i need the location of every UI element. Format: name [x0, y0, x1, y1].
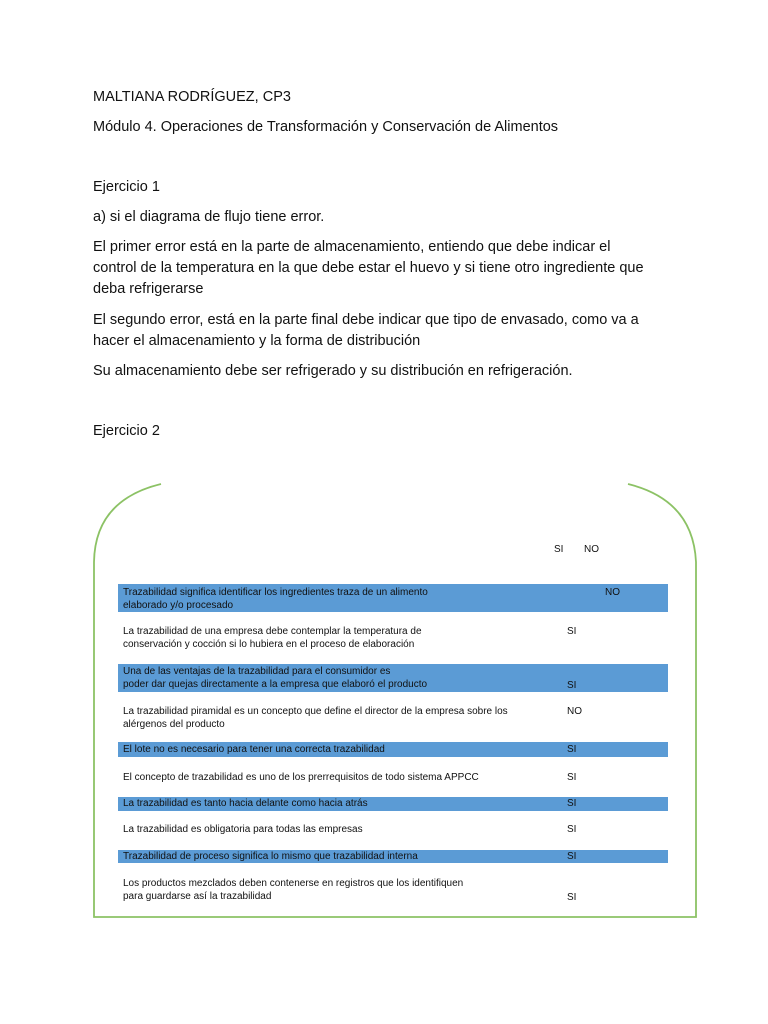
answer-si: SI — [567, 824, 577, 835]
question-line: La trazabilidad es obligatoria para todas las empresas — [123, 824, 363, 835]
question-line: elaborado y/o procesado — [123, 600, 234, 611]
exercise1-paragraph1 — [93, 237, 678, 300]
answer-si: SI — [567, 680, 577, 691]
exercise1-item-a: a) si el diagrama de flujo tiene error. — [93, 209, 325, 225]
question-line: Trazabilidad significa identificar los ingredientes traza de un alimento — [123, 587, 428, 598]
exercise1-paragraph3: Su almacenamiento debe ser refrigerado y su distribución en refrigeración. — [93, 363, 573, 379]
answer-si: NO — [567, 706, 582, 717]
answer-si: SI — [567, 744, 577, 755]
table-row — [118, 797, 668, 811]
answer-no: NO — [605, 587, 620, 598]
author-line: MALTIANA RODRÍGUEZ, CP3 — [93, 89, 291, 105]
answer-si: SI — [567, 851, 577, 862]
column-header-si: SI — [554, 544, 564, 555]
table-row — [118, 704, 668, 732]
table-row — [118, 624, 668, 652]
paragraph-line: deba refrigerarse — [93, 281, 204, 297]
table-row — [118, 877, 668, 905]
answer-si: SI — [567, 892, 577, 903]
table-row — [118, 584, 668, 612]
table-row — [118, 664, 668, 692]
exercise1-paragraph2 — [93, 310, 678, 352]
exercise1-heading: Ejercicio 1 — [93, 179, 160, 195]
answer-si: SI — [567, 798, 577, 809]
question-line: Los productos mezclados deben contenerse en registros que los identifiquen — [123, 878, 464, 889]
table-row — [118, 823, 668, 838]
answer-si: SI — [567, 626, 577, 637]
table-row — [118, 742, 668, 757]
question-line: Una de las ventajas de la trazabilidad para el consumidor es — [123, 666, 391, 677]
paragraph-line: El segundo error, está en la parte final debe indicar que tipo de envasado, como va a — [93, 312, 639, 328]
paragraph-line: El primer error está en la parte de almacenamiento, entiendo que debe indicar el — [93, 239, 611, 255]
answer-si: SI — [567, 772, 577, 783]
module-title: Módulo 4. Operaciones de Transformación y Conservación de Alimentos — [93, 119, 559, 135]
paragraph-line: hacer el almacenamiento y la forma de distribución — [93, 333, 421, 349]
table-row — [118, 770, 668, 785]
question-line: Trazabilidad de proceso significa lo mismo que trazabilidad interna — [123, 851, 418, 862]
question-line: La trazabilidad es tanto hacia delante como hacia atrás — [123, 798, 368, 809]
question-line: El concepto de trazabilidad es uno de los prerrequisitos de todo sistema APPCC — [123, 772, 479, 783]
paragraph-line: control de la temperatura en la que debe estar el huevo y si tiene otro ingrediente que — [93, 260, 644, 276]
traceability-quiz-figure — [93, 482, 697, 919]
exercise2-heading: Ejercicio 2 — [93, 423, 160, 439]
question-line: poder dar quejas directamente a la empresa que elaboró el producto — [123, 679, 428, 690]
question-line: para guardarse así la trazabilidad — [123, 891, 272, 902]
question-line: La trazabilidad de una empresa debe contemplar la temperatura de — [123, 626, 422, 637]
table-row — [118, 850, 668, 863]
question-line: El lote no es necesario para tener una correcta trazabilidad — [123, 744, 385, 755]
column-header-no: NO — [584, 544, 599, 555]
question-line: La trazabilidad piramidal es un concepto que define el director de la empresa sobre los — [123, 706, 508, 717]
question-line: conservación y cocción si lo hubiera en el proceso de elaboración — [123, 639, 415, 650]
question-line: alérgenos del producto — [123, 719, 225, 730]
